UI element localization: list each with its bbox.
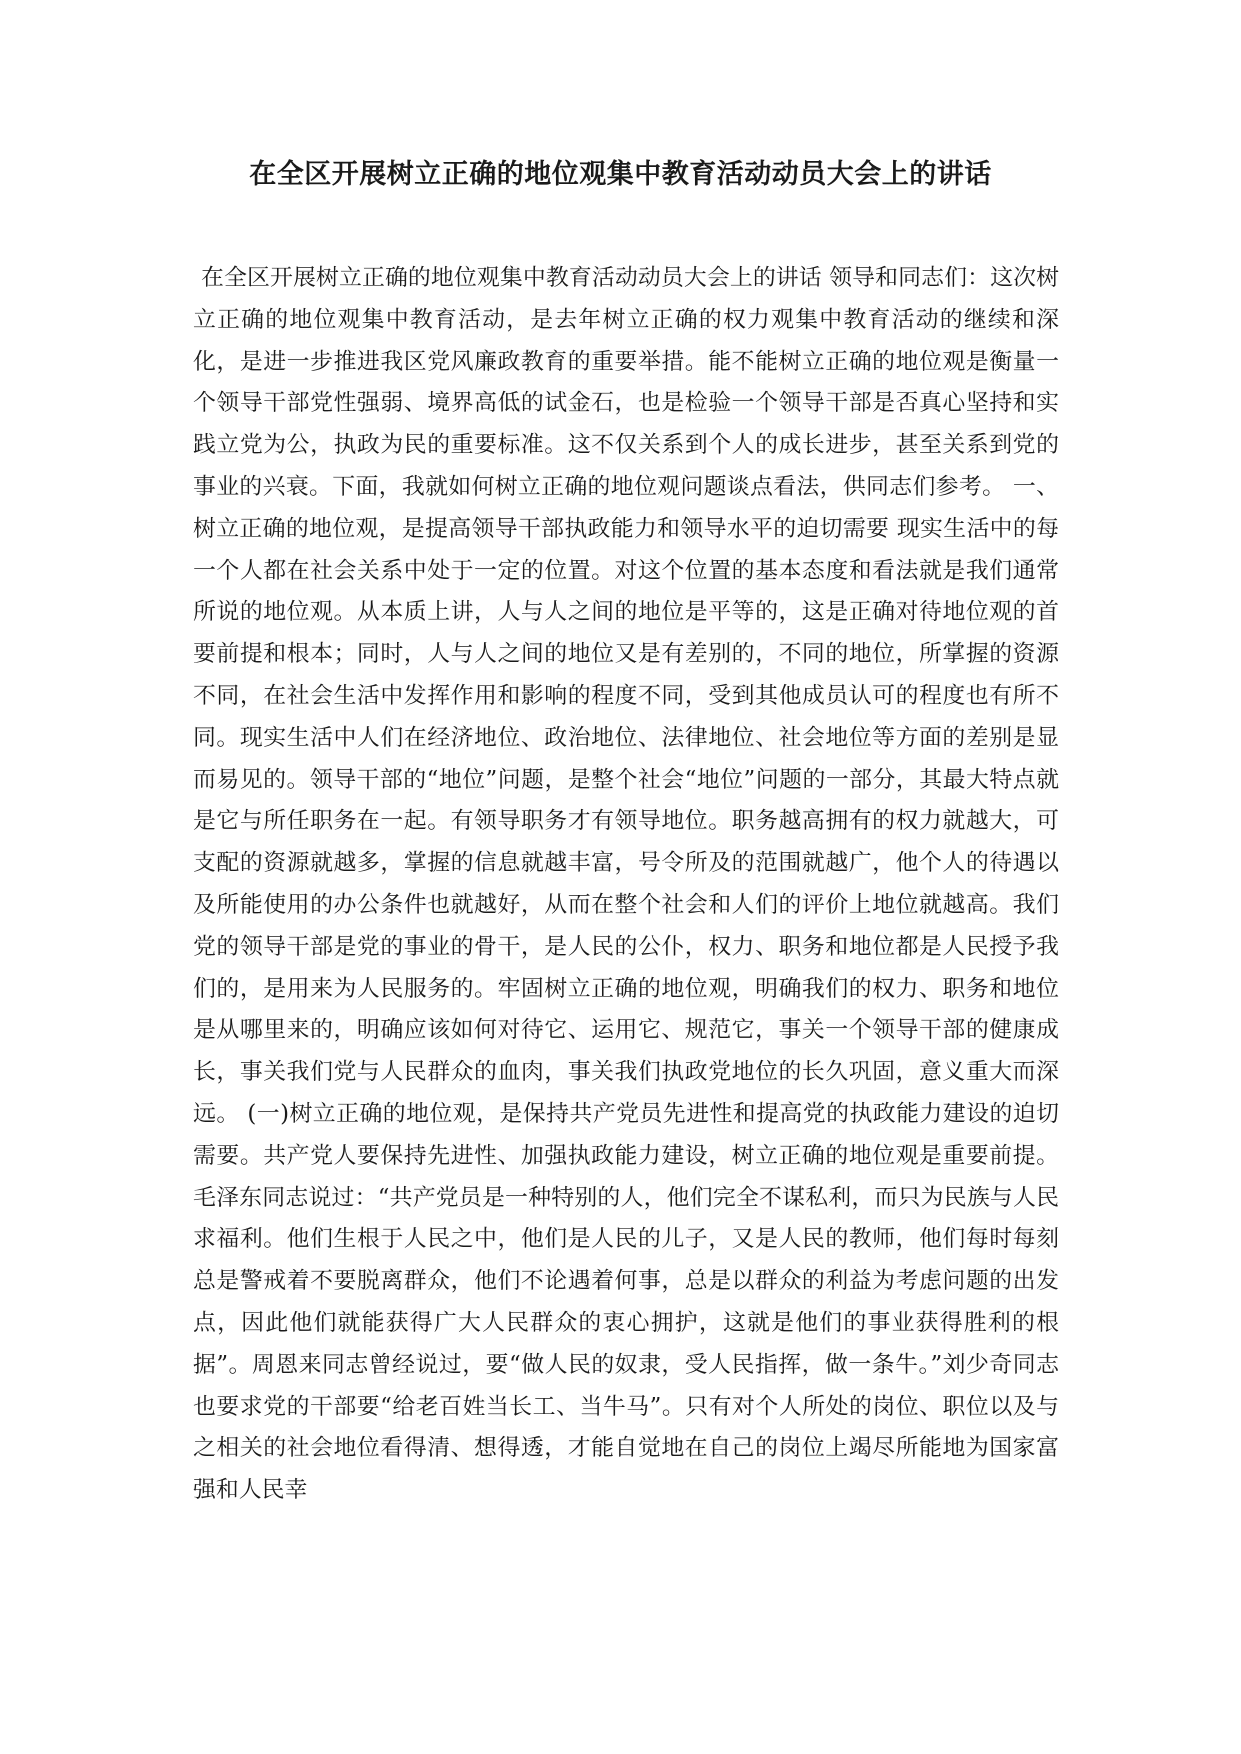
document-title: 在全区开展树立正确的地位观集中教育活动动员大会上的讲话 xyxy=(249,159,992,190)
document-body-text: 在全区开展树立正确的地位观集中教育活动动员大会上的讲话 领导和同志们：这次树立正确的地位观集中教育活动，是去年树立正确的权力观集中教育活动的继续和深化，是进一步推进我区党风廉政教育的重要举措。能不能树立正确的地位观是衡量一个领导干部党性强弱、境界高低的试金石，也是检验一个领导干部是否真心坚持和实践立党为公，执政为民的重要标准。这不仅关系到个人的成长进步，甚至关系到党的事业的兴衰。下面，我就如何树立正确的地位观问题谈点看法，供同志们参考。 一、树立正确的地位观，是提高领导干部执政能力和领导水平的迫切需要 现实生活中的每一个人都在社会关系中处于一定的位置。对这个位置的基本态度和看法就是我们通常所说的地位观。从本质上讲，人与人之间的地位是平等的，这是正确对待地位观的首要前提和根本；同时，人与人之间的地位又是有差别的，不同的地位，所掌握的资源不同，在社会生活中发挥作用和影响的程度不同，受到其他成员认可的程度也有所不同。现实生活中人们在经济地位、政治地位、法律地位、社会地位等方面的差别是显而易见的。领导干部的“地位”问题，是整个社会“地位”问题的一部分，其最大特点就是它与所任职务在一起。有领导职务才有领导地位。职务越高拥有的权力就越大，可支配的资源就越多，掌握的信息就越丰富，号令所及的范围就越广，他个人的待遇以及所能使用的办公条件也就越好，从而在整个社会和人们的评价上地位就越高。我们党的领导干部是党的事业的骨干，是人民的公仆，权力、职务和地位都是人民授予我们的，是用来为人民服务的。牢固树立正确的地位观，明确我们的权力、职务和地位是从哪里来的，明确应该如何对待它、运用它、规范它，事关一个领导干部的健康成长，事关我们党与人民群众的血肉，事关我们执政党地位的长久巩固，意义重大而深远。 (一)树立正确的地位观，是保持共产党员先进性和提高党的执政能力建设的迫切需要。共产党人要保持先进性、加强执政能力建设，树立正确的地位观是重要前提。毛泽东同志说过：“共产党员是一种特别的人，他们完全不谋私利，而只为民族与人民求福利。他们生根于人民之中，他们是人民的儿子，又是人民的教师，他们每时每刻总是警戒着不要脱离群众，他们不论遇着何事，总是以群众的利益为考虑问题的出发点，因此他们就能获得广大人民群众的衷心拥护，这就是他们的事业获得胜利的根据”。周恩来同志曾经说过，要“做人民的奴隶，受人民指挥，做一条牛。”刘少奇同志也要求党的干部要“给老百姓当长工、当牛马”。只有对个人所处的岗位、职位以及与之相关的社会地位看得清、想得透，才能自觉地在自己的岗位上竭尽所能地为国家富强和人民幸 xyxy=(193,265,1059,1504)
